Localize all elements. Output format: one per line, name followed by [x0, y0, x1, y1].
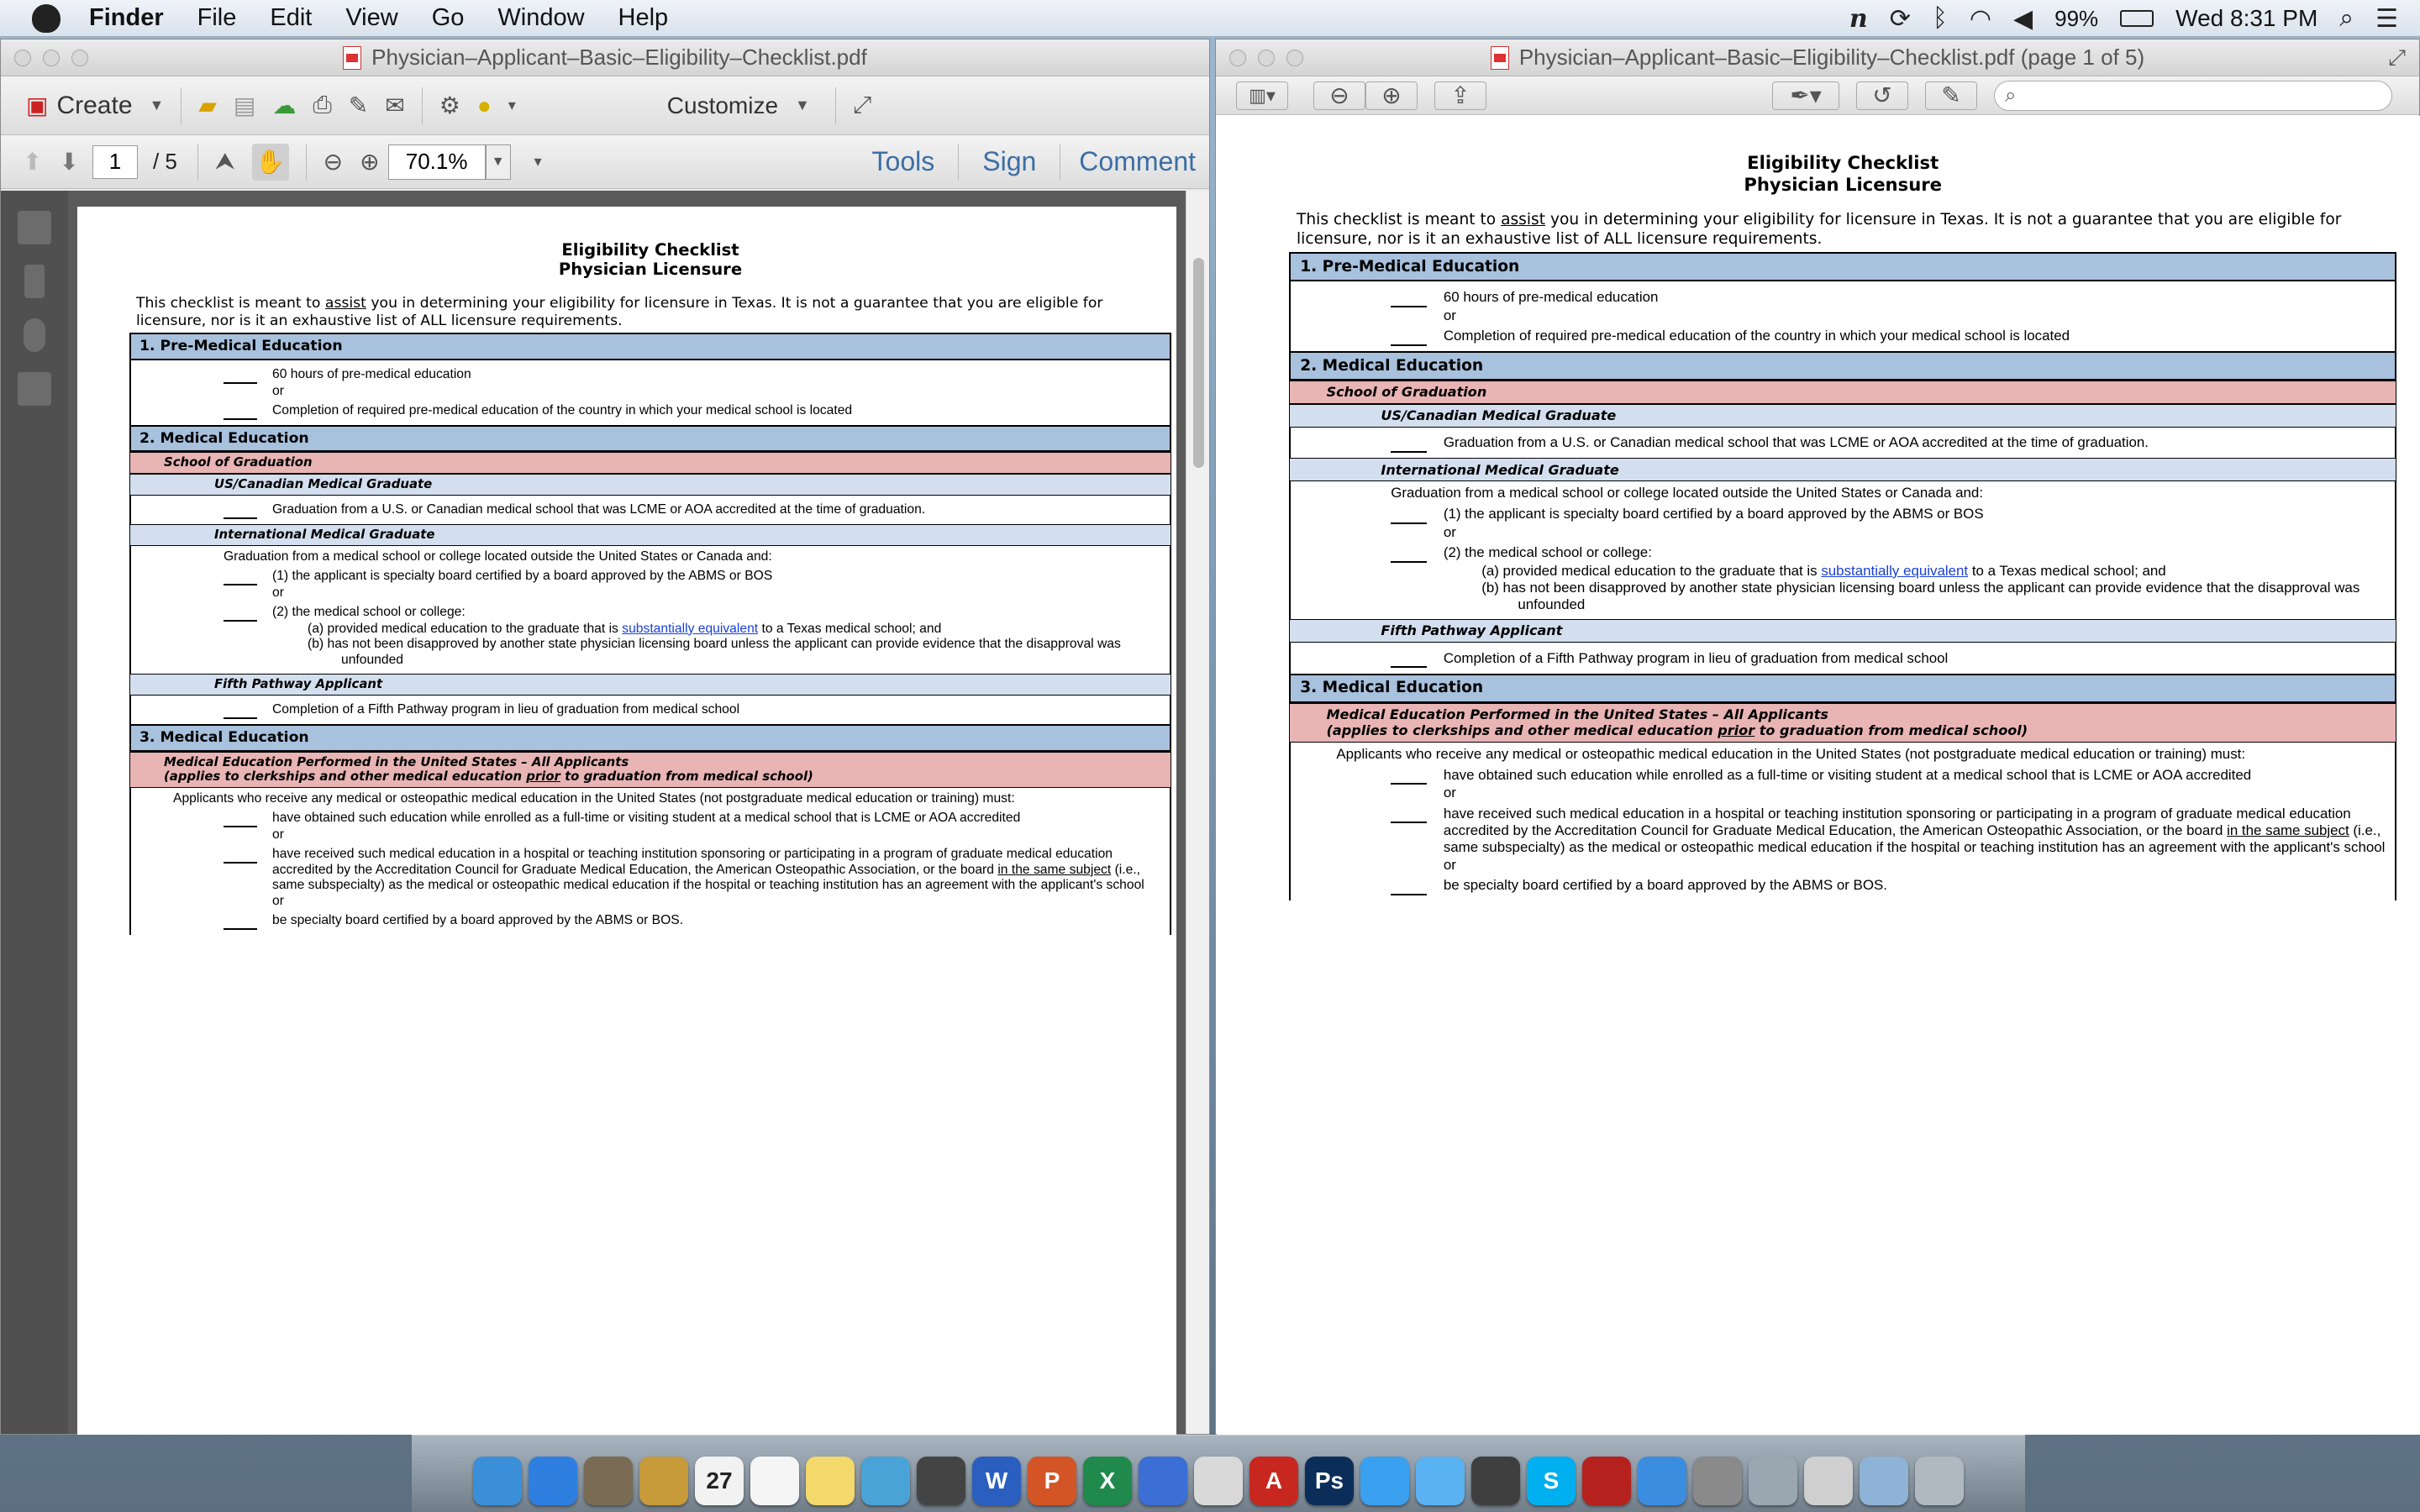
checkbox-blank[interactable] [1391, 806, 1427, 824]
intro-paragraph [136, 295, 1165, 329]
item-text: Graduation from a U.S. or Canadian medical school that was LCME or AOA accredited at the time of graduation. [272, 502, 926, 517]
doc-subtitle: Physician Licensure [1744, 173, 1943, 195]
pre-medical-country [1300, 328, 2386, 346]
us-education-option-c [1300, 877, 2386, 895]
item-text: be specialty board certified by a board approved by the ABMS or BOS. [1443, 877, 1887, 894]
pdf-file-icon [343, 46, 361, 70]
opt-b-same-subject: in the same subject [997, 862, 1112, 877]
dock [412, 1435, 2025, 1512]
or-separator: or [272, 383, 284, 398]
img-option-1 [1300, 506, 2386, 524]
checklist-document [1289, 116, 2396, 900]
us-education-option-a [1300, 767, 2386, 785]
volume-icon[interactable]: ◀ [2013, 4, 2033, 33]
us-canadian-graduate: US/Canadian Medical Graduate [1289, 404, 2396, 428]
fifth-pathway-item [1300, 650, 2386, 669]
opt-b-post: (i.e., same subspecialty) as the medical or osteopathic medical education if the hospital or teaching institution has an agreement with the applicant's school [1443, 822, 2386, 856]
trash-dock-icon[interactable] [1915, 1457, 1964, 1505]
pdf-file-icon [1491, 46, 1509, 70]
checkbox-blank[interactable] [1391, 650, 1427, 669]
app-status-icon[interactable]: n [1849, 3, 1868, 34]
note-prior: prior [526, 769, 560, 785]
window-title: Physician–Applicant–Basic–Eligibility–Checklist.pdf (page 1 of 5) [1518, 45, 2145, 70]
item-text: 60 hours of pre-medical education [272, 366, 471, 381]
share-icon[interactable]: ⇪ [1434, 81, 1486, 110]
checklist-rows [129, 696, 1171, 724]
us-canadian-graduate: US/Canadian Medical Graduate [129, 474, 1171, 496]
menu-edit[interactable]: Edit [270, 4, 313, 31]
create-icon[interactable]: ▣ [26, 92, 49, 118]
pre-medical-hours [139, 367, 1161, 384]
navigation-toolbar [1, 135, 1209, 189]
us-education-title: Medical Education Performed in the United States – All Applicants [1326, 706, 1828, 722]
zoom-in-icon[interactable]: ⊕ [360, 149, 380, 175]
close-button[interactable] [14, 50, 31, 66]
note-post: to graduation from medical school) [1754, 722, 2028, 739]
intro-text-start: This checklist is meant to [136, 294, 325, 312]
fifth-pathway: Fifth Pathway Applicant [1289, 619, 2396, 643]
customize-chevron-icon[interactable]: ▼ [795, 97, 810, 113]
comment-tab[interactable]: Comment [1079, 146, 1196, 176]
full-screen-icon[interactable]: ⤢ [2388, 44, 2406, 70]
apple-menu-icon[interactable] [32, 4, 60, 33]
settings-gear-icon[interactable]: ⚙ [439, 92, 460, 118]
us-education-option-b [139, 847, 1161, 894]
messages-dock-icon[interactable] [1416, 1457, 1465, 1505]
item-text: Completion of a Fifth Pathway program in lieu of graduation from medical school [272, 701, 740, 717]
photoshop-dock-icon[interactable]: Ps [1305, 1457, 1354, 1505]
checklist-rows [1289, 481, 2396, 619]
minimize-button[interactable] [1258, 50, 1275, 66]
zoom-button[interactable] [1286, 50, 1303, 66]
opt-b-pre: have received such medical education in a hospital or teaching institution sponsoring or participating in a program of graduate medical education accredited by the Accreditation Council for Graduate Medical Education, the American Osteopathic Association, or the board [272, 846, 1113, 877]
notification-center-icon[interactable]: ☰ [2375, 4, 2398, 33]
keynote-dock-icon[interactable] [1194, 1457, 1243, 1505]
img-intro: Graduation from a medical school or college located outside the United States or Canada and: [1391, 485, 1984, 501]
preview-dock-icon[interactable] [584, 1457, 633, 1505]
utilities-dock-icon[interactable] [1749, 1457, 1797, 1505]
open-folder-icon[interactable]: ▰ [198, 92, 217, 118]
zoom-dropdown-icon[interactable]: ▼ [486, 144, 511, 180]
us-education-option-b [1300, 806, 2386, 857]
zoom-input[interactable] [388, 144, 486, 180]
select-cursor-icon[interactable]: ⮝ [214, 148, 235, 174]
fifth-pathway-item [139, 702, 1161, 719]
page-thumbnails-icon[interactable] [18, 211, 51, 244]
edit-toolbar-icon[interactable]: ✎ [1925, 81, 1977, 110]
item-text [272, 847, 1161, 894]
menu-view[interactable]: View [345, 4, 398, 31]
checklist-rows [129, 496, 1171, 524]
menu-help[interactable]: Help [618, 4, 669, 31]
page-total: / 5 [152, 149, 177, 174]
checklist-rows [129, 360, 1171, 425]
reminders-dock-icon[interactable] [750, 1457, 799, 1505]
customize-button[interactable]: Customize [666, 92, 779, 118]
doc-title-block [129, 240, 1171, 280]
img-2a-text: (a) provided medical education to the graduate that is [1481, 562, 1822, 579]
menu-window[interactable]: Window [497, 4, 585, 31]
or-separator: or [1443, 307, 1456, 323]
intro-assist-underlined: assist [324, 294, 366, 312]
checklist-rows [1289, 743, 2396, 901]
note-pre: (applies to clerkships and other medical education [1326, 722, 1718, 739]
wifi-icon[interactable]: ◠ [1969, 4, 1992, 33]
img-2a-text-end: to a Texas medical school; and [1968, 562, 2166, 579]
us-education-subsection [129, 752, 1171, 789]
close-button[interactable] [1229, 50, 1246, 66]
section-medical-education: 2. Medical Education [129, 425, 1171, 453]
doc-subtitle: Physician Licensure [558, 260, 743, 280]
item-text: (1) the applicant is specialty board certified by a board approved by the ABMS or BOS [1443, 506, 1984, 522]
img-option-2b: (b) has not been disapproved by another state physician licensing board unless the applicant can provide evidence that the disapproval was unfounded [308, 637, 1121, 668]
xcode-dock-icon[interactable] [1139, 1457, 1187, 1505]
spotlight-search-icon[interactable]: ⌕ [2339, 4, 2354, 32]
international-graduate: International Medical Graduate [129, 524, 1171, 546]
intro-text-start: This checklist is meant to [1297, 211, 1502, 229]
checkbox-blank[interactable] [224, 367, 257, 384]
contacts-dock-icon[interactable] [639, 1457, 688, 1505]
school-of-graduation: School of Graduation [1289, 381, 2396, 404]
substantially-equivalent-link[interactable]: substantially equivalent [622, 621, 759, 636]
itunes-dock-icon[interactable] [1360, 1457, 1409, 1505]
save-icon[interactable]: ▤ [233, 92, 256, 118]
item-text [1444, 806, 2386, 857]
bluetooth-icon[interactable]: ᛒ [1932, 4, 1948, 32]
vertical-scrollbar[interactable] [1186, 191, 1210, 1435]
edit-document-icon[interactable]: ✎ [348, 92, 369, 118]
opt-b-pre: have received such medical education in a hospital or teaching institution sponsoring or participating in a program of graduate medical education accredited by the Accreditation Council for Graduate Medical Education, the American Osteopathic Association, or the board [1443, 805, 2351, 838]
signatures-icon[interactable] [18, 372, 51, 406]
menu-file[interactable]: File [197, 4, 237, 31]
doc-title: Eligibility Checklist [1747, 152, 1939, 174]
checklist-rows [129, 788, 1171, 935]
intro-text-end: you in determining your eligibility for licensure in Texas. It is not a guarantee that you are eligible for licensure, nor is it an exhaustive list of ALL licensure requirements. [136, 294, 1103, 329]
menu-bar [0, 0, 2420, 37]
item-text: 60 hours of pre-medical education [1443, 288, 1659, 305]
img-option-2a [1481, 563, 2386, 580]
acrobat-dock-icon[interactable]: A [1249, 1457, 1298, 1505]
doc-title-block [1289, 152, 2396, 195]
us-education-option-a [139, 811, 1161, 827]
menu-go[interactable]: Go [431, 4, 465, 31]
section-medical-education-3: 3. Medical Education [129, 724, 1171, 752]
pdf-page-left [77, 207, 1176, 1435]
nav-more-icon[interactable]: ▾ [534, 153, 542, 170]
or-separator: or [1443, 856, 1456, 873]
checklist-rows [1289, 281, 2396, 351]
checkbox-blank[interactable] [1391, 767, 1427, 785]
us-education-intro: Applicants who receive any medical or osteopathic medical education in the United States (not postgraduate medical education or training) must: [1336, 745, 2246, 762]
notes-dock-icon[interactable] [806, 1457, 855, 1505]
comment-bubble-icon[interactable]: ● [476, 92, 492, 118]
section-medical-education: 2. Medical Education [1289, 351, 2396, 381]
full-screen-icon[interactable]: ⤢ [852, 92, 872, 118]
view-menu-icon[interactable]: ▥▾ [1236, 81, 1288, 110]
pre-medical-country [139, 403, 1161, 420]
excel-dock-icon[interactable]: X [1083, 1457, 1132, 1505]
downloads-dock-icon[interactable] [1860, 1457, 1908, 1505]
search-icon: ⌕ [2005, 83, 2017, 107]
us-education-note [164, 769, 1137, 785]
us-education-subsection [1289, 703, 2396, 743]
item-text: (2) the medical school or college: [1443, 544, 1652, 561]
window-titlebar [1216, 39, 2419, 76]
navigation-pane [1, 191, 68, 1435]
img-option-2b: (b) has not been disapproved by another state physician licensing board unless the applicant can provide evidence that the disapproval was unfounded [1481, 580, 2360, 613]
checklist-document [129, 207, 1171, 935]
or-separator: or [272, 827, 284, 843]
intro-text-end: you in determining your eligibility for licensure in Texas. It is not a guarantee that you are eligible for licensure, nor is it an exhaustive list of ALL licensure requirements. [1297, 211, 2342, 248]
img-option-2a [308, 622, 1161, 638]
email-icon[interactable]: ✉ [385, 92, 405, 118]
pre-medical-hours [1300, 289, 2386, 307]
zoom-out-icon[interactable]: ⊖ [1313, 81, 1365, 110]
img-intro: Graduation from a medical school or college located outside the United States or Canada and: [224, 549, 772, 564]
checkbox-blank[interactable] [224, 847, 257, 864]
item-text: Graduation from a U.S. or Canadian medical school that was LCME or AOA accredited at the time of graduation. [1443, 434, 2149, 451]
checkbox-blank[interactable] [1391, 328, 1427, 346]
menu-app-finder[interactable]: Finder [89, 4, 164, 31]
window-title: Physician–Applicant–Basic–Eligibility–Checklist.pdf [371, 45, 867, 70]
item-text: Completion of a Fifth Pathway program in lieu of graduation from medical school [1443, 649, 1949, 666]
school-of-graduation: School of Graduation [129, 452, 1171, 474]
chevron-down-icon[interactable]: ▼ [149, 97, 165, 113]
page-number-input[interactable] [92, 145, 138, 179]
checkbox-blank[interactable] [224, 811, 257, 827]
checklist-rows [1289, 643, 2396, 674]
checkbox-blank[interactable] [224, 605, 257, 622]
item-text: have obtained such education while enrolled as a full-time or visiting student at a medical school that is LCME or AOA accredited [1443, 766, 2252, 783]
calendar-dock-icon[interactable]: 27 [695, 1457, 744, 1505]
img-2a-text: (a) provided medical education to the graduate that is [308, 621, 623, 636]
img-option-2 [1300, 544, 2386, 563]
aperture-dock-icon[interactable] [917, 1457, 965, 1505]
print-icon[interactable]: ⎙ [313, 92, 332, 118]
toolbar-more-icon[interactable]: ▾ [508, 97, 516, 113]
scrollbar-thumb[interactable] [1193, 258, 1204, 468]
img-2a-text-end: to a Texas medical school; and [758, 621, 942, 636]
checklist-rows [129, 546, 1171, 674]
system-preferences-dock-icon[interactable] [1693, 1457, 1742, 1505]
word-dock-icon[interactable]: W [972, 1457, 1021, 1505]
finder-dock-icon[interactable] [473, 1457, 522, 1505]
checkbox-blank[interactable] [1391, 506, 1427, 524]
fifth-pathway: Fifth Pathway Applicant [129, 674, 1171, 696]
doc-title: Eligibility Checklist [561, 240, 739, 260]
opt-b-same-subject: in the same subject [2227, 822, 2349, 838]
zoom-button[interactable] [71, 50, 88, 66]
main-toolbar [1, 76, 1209, 135]
item-text: be specialty board certified by a board approved by the ABMS or BOS. [272, 913, 684, 928]
img-option-1 [139, 569, 1161, 585]
item-text: Completion of required pre-medical education of the country in which your medical school is located [272, 402, 853, 417]
us-education-note [1327, 722, 2360, 738]
us-graduation [1300, 434, 2386, 453]
clock[interactable]: Wed 8:31 PM [2175, 5, 2318, 31]
create-button[interactable]: Create [56, 91, 133, 119]
tools-tab[interactable]: Tools [871, 146, 935, 176]
international-graduate: International Medical Graduate [1289, 458, 2396, 481]
upload-icon[interactable]: ☁ [272, 92, 297, 118]
us-graduation [139, 502, 1161, 519]
us-education-intro: Applicants who receive any medical or osteopathic medical education in the United States (not postgraduate medical education or training) must: [173, 791, 1015, 806]
checkbox-blank[interactable] [224, 403, 257, 420]
opt-b-post: (i.e., same subspecialty) as the medical or osteopathic medical education if the hospital or teaching institution has an agreement with the applicant's school [272, 862, 1144, 893]
search-field[interactable] [1994, 81, 2392, 111]
sync-icon[interactable]: ⟳ [1889, 4, 1911, 33]
app-store-dock-icon[interactable] [1638, 1457, 1686, 1505]
item-text: (1) the applicant is specialty board certified by a board approved by the ABMS or BOS [272, 568, 773, 583]
battery-percent: 99% [2054, 5, 2099, 31]
safari-dock-icon[interactable] [529, 1457, 577, 1505]
checkbox-blank[interactable] [1391, 434, 1427, 453]
rotate-icon[interactable]: ↺ [1856, 81, 1908, 110]
note-pre: (applies to clerkships and other medical education [164, 769, 527, 785]
documents-dock-icon[interactable] [1804, 1457, 1853, 1505]
section-pre-medical: 1. Pre-Medical Education [1289, 252, 2396, 281]
intro-paragraph [1297, 211, 2389, 249]
hand-tool-icon[interactable]: ✋ [252, 144, 289, 181]
or-separator: or [272, 585, 284, 600]
intro-assist-underlined: assist [1501, 211, 1546, 229]
pdf-page-right [1217, 116, 2420, 1435]
window-titlebar [1, 39, 1209, 76]
substantially-equivalent-link[interactable]: substantially equivalent [1821, 562, 1969, 579]
checkbox-blank[interactable] [224, 569, 257, 585]
or-separator: or [1443, 785, 1456, 801]
checkbox-blank[interactable] [1391, 877, 1427, 895]
us-education-title: Medical Education Performed in the United States – All Applicants [164, 753, 629, 769]
photo-booth-dock-icon[interactable] [1582, 1457, 1631, 1505]
checkbox-blank[interactable] [224, 502, 257, 519]
skype-dock-icon[interactable]: S [1527, 1457, 1576, 1505]
section-pre-medical: 1. Pre-Medical Education [129, 333, 1171, 360]
or-separator: or [272, 894, 284, 909]
battery-icon[interactable] [2120, 10, 2154, 27]
markup-pen-icon[interactable]: ✒▾ [1772, 81, 1839, 110]
previous-page-icon[interactable]: ⬆ [23, 149, 43, 175]
checklist-rows [1289, 428, 2396, 459]
item-text: have obtained such education while enrolled as a full-time or visiting student at a medical school that is LCME or AOA accredited [272, 811, 1021, 826]
zoom-in-icon[interactable]: ⊕ [1365, 81, 1418, 110]
item-text: Completion of required pre-medical education of the country in which your medical school is located [1443, 328, 2070, 344]
bookmarks-icon[interactable] [24, 265, 45, 298]
attachments-icon[interactable] [24, 318, 45, 352]
note-post: to graduation from medical school) [560, 769, 813, 785]
sign-tab[interactable]: Sign [982, 146, 1037, 176]
zoom-out-icon[interactable]: ⊖ [323, 149, 344, 175]
minimize-button[interactable] [43, 50, 60, 66]
item-text: (2) the medical school or college: [272, 604, 466, 619]
checkbox-blank[interactable] [224, 702, 257, 719]
note-prior: prior [1718, 722, 1755, 739]
checkbox-blank[interactable] [224, 913, 257, 930]
us-education-option-c [139, 913, 1161, 930]
checkbox-blank[interactable] [1391, 289, 1427, 307]
or-separator: or [1443, 523, 1456, 540]
iphoto-dock-icon[interactable] [861, 1457, 910, 1505]
preview-toolbar [1216, 76, 2419, 115]
facetime-dock-icon[interactable] [1471, 1457, 1520, 1505]
img-option-2 [139, 605, 1161, 622]
next-page-icon[interactable]: ⬇ [59, 149, 79, 175]
checkbox-blank[interactable] [1391, 544, 1427, 563]
section-medical-education-3: 3. Medical Education [1289, 674, 2396, 703]
powerpoint-dock-icon[interactable]: P [1028, 1457, 1076, 1505]
